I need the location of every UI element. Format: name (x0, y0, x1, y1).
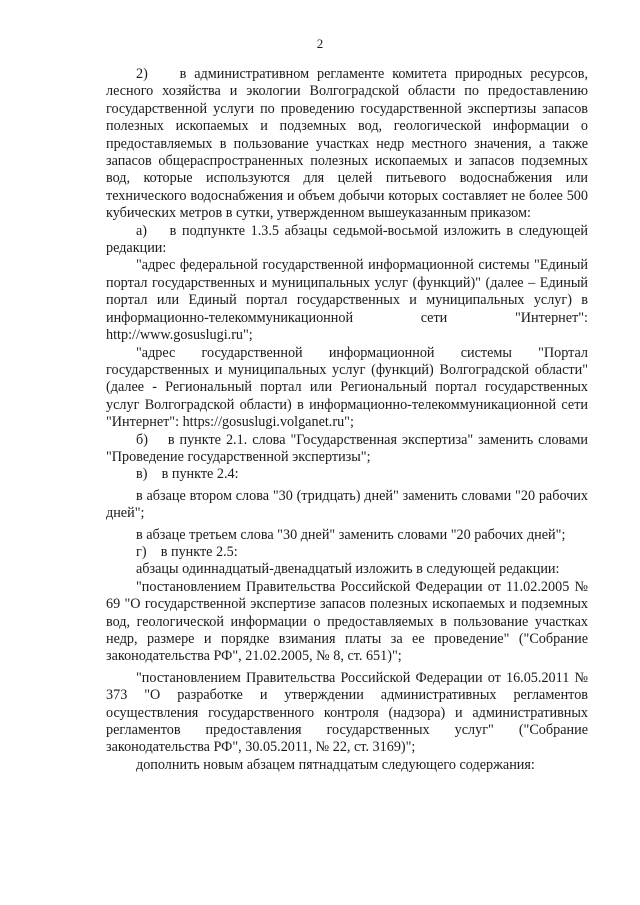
paragraph-dopolnit: дополнить новым абзацем пятнадцатым следующего содержания: (136, 756, 535, 773)
page-number: 2 (316, 36, 324, 51)
subitem-g: г) в пункте 2.5: (136, 543, 238, 560)
paragraph-postanovlenie-373: "постановлением Правительства Российской Федерации от 16.05.2011 № 373 "О разработке и утверждении административных регламентов осуществления государственного контроля (надзора) и административных регламентов предоставления государственных услуг" ("Собрание законодательства РФ", 30.05.2011, № 22, ст. 3169)"; (106, 669, 588, 756)
paragraph-item-2: 2) в административном регламенте комитета природных ресурсов, лесного хозяйства и экологии Волгоградской области по предоставлению государственной услуги по проведению государственной экспертизы запасов полезных ископаемых и подземных вод, геологической информации о предоставляемых в пользование участках недр местного значения, а также запасов общераспространенных полезных ископаемых и запасов подземных вод, которые используются для целей питьевого водоснабжения или технического водоснабжения и объем добычи которых составляет не более 500 кубических метров в сутки, утвержденном вышеуказанным приказом: (106, 66, 588, 222)
subitem-b: б) в пункте 2.1. слова "Государственная экспертиза" заменить словами "Проведение государственной экспертизы"; (106, 431, 588, 465)
paragraph-postanovlenie-69: "постановлением Правительства Российской Федерации от 11.02.2005 № 69 "О государственной экспертизе запасов полезных ископаемых и подземных вод, геологической информации о предоставляемых в пользование участках недр, размере и порядке взимания платы за ее проведение" ("Собрание законодательства РФ", 21.02.2005, № 8, ст. 651)"; (106, 578, 588, 665)
paragraph-third-abzac: в абзаце третьем слова "30 дней" заменить словами "20 рабочих дней"; (136, 526, 566, 543)
paragraph-second-abzac: в абзаце втором слова "30 (тридцать) дней" заменить словами "20 рабочих дней"; (106, 487, 588, 522)
subitem-v: в) в пункте 2.4: (136, 466, 239, 483)
subitem-a: а) в подпункте 1.3.5 абзацы седьмой-восьмой изложить в следующей редакции: (106, 222, 588, 257)
paragraph-abzacy: абзацы одиннадцатый-двенадцатый изложить в следующей редакции: (136, 561, 560, 578)
paragraph-regional-portal: "адрес государственной информационной системы "Портал государственных и муниципальных услуг (функций) Волгоградской области" (далее - Региональный портал или Региональный портал государственных услуг Волгоградской области) в информационно-телекоммуникационной сети "Интернет": https://gosuslugi.volganet.ru"; (106, 344, 588, 431)
paragraph-edin-portal: "адрес федеральной государственной информационной системы "Единый портал государственных и муниципальных услуг (функций)" (далее – Единый портал или Единый портал государственных и муниципальных услуг) в информационно-телекоммуникационной сети "Интернет": http://www.gosuslugi.ru"; (106, 257, 588, 344)
document-body (106, 66, 588, 774)
